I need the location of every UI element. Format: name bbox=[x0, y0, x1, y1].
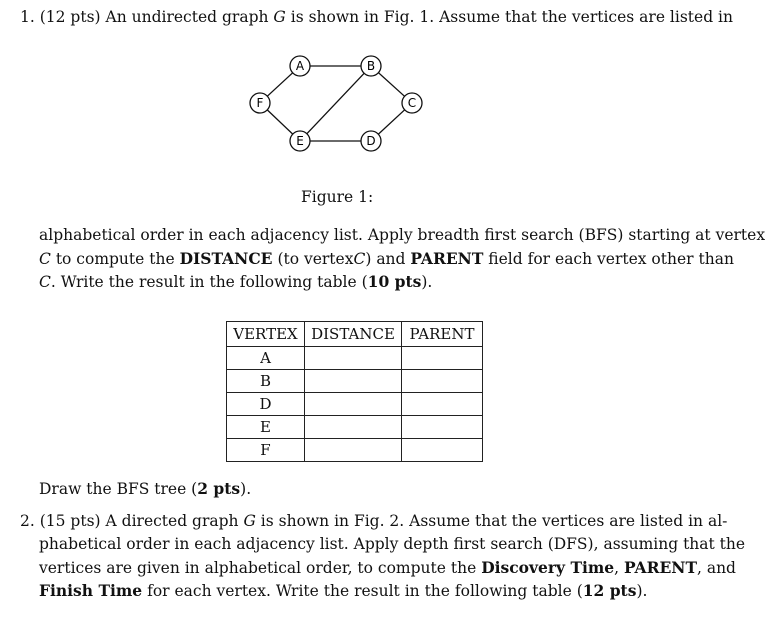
bfs-tree-instruction: Draw the BFS tree (2 pts). bbox=[39, 479, 252, 498]
distance-keyword: DISTANCE bbox=[179, 249, 273, 268]
q2-line-2: phabetical order in each adjacency list. Apply depth first search (DFS), assuming that the bbox=[39, 535, 746, 553]
q1-line-4: C. Write the result in the following table (10 pts). bbox=[39, 272, 433, 291]
figure-caption: Figure 1: bbox=[301, 188, 374, 206]
graph-node-c bbox=[402, 93, 422, 113]
parent-cell[interactable] bbox=[402, 370, 483, 393]
table-row bbox=[227, 370, 483, 393]
finish-keyword: Finish Time bbox=[39, 581, 143, 600]
graph-node-label: B bbox=[366, 59, 376, 73]
graph-edge-b-c bbox=[378, 73, 404, 97]
q2-line-1: 2. (15 pts) A directed graph G is shown in Fig. 2. Assume that the vertices are listed in al- bbox=[20, 512, 728, 530]
parent-cell[interactable] bbox=[402, 393, 483, 416]
bfs-result-table bbox=[226, 321, 483, 462]
header-vertex: VERTEX bbox=[227, 322, 305, 347]
q1-line-3: C to compute the DISTANCE (to vertexC) and PARENT field for each vertex other than bbox=[39, 249, 734, 268]
distance-cell[interactable] bbox=[305, 370, 402, 393]
q1-line-1: 1. (12 pts) An undirected graph G is shown in Fig. 1. Assume that the vertices are listed in bbox=[20, 8, 733, 26]
graph-node-label: D bbox=[366, 134, 376, 148]
parent-cell[interactable] bbox=[402, 347, 483, 370]
graph-node-label: F bbox=[256, 96, 264, 110]
graph-node-label: A bbox=[295, 59, 305, 73]
parent-cell[interactable] bbox=[402, 439, 483, 462]
graph-edges bbox=[267, 66, 404, 141]
graph-node-e bbox=[290, 131, 310, 151]
graph-node-a bbox=[290, 56, 310, 76]
q2-line-4: Finish Time for each vertex. Write the result in the following table (12 pts). bbox=[39, 581, 648, 600]
graph-edge-c-d bbox=[378, 110, 404, 134]
table-row bbox=[227, 347, 483, 370]
discovery-keyword: Discovery Time bbox=[481, 558, 615, 577]
table-row bbox=[227, 416, 483, 439]
vertex-cell: E bbox=[227, 416, 305, 439]
q2-number: 2. bbox=[20, 512, 35, 530]
q2-line-3: vertices are given in alphabetical order, to compute the Discovery Time, PARENT, and bbox=[39, 558, 736, 577]
vertex-cell: A bbox=[227, 347, 305, 370]
graph-node-label: C bbox=[407, 96, 417, 110]
header-distance: DISTANCE bbox=[305, 322, 402, 347]
parent-keyword: PARENT bbox=[410, 249, 484, 268]
vertex-cell: D bbox=[227, 393, 305, 416]
distance-cell[interactable] bbox=[305, 439, 402, 462]
undirected-graph-figure bbox=[240, 50, 440, 160]
graph-edge-e-b bbox=[307, 73, 364, 133]
distance-cell[interactable] bbox=[305, 347, 402, 370]
q2-points: (15 pts) bbox=[39, 512, 101, 530]
graph-variable: G bbox=[273, 8, 286, 26]
graph-edge-f-e bbox=[267, 110, 293, 134]
parent-keyword: PARENT bbox=[624, 558, 697, 577]
graph-node-label: E bbox=[296, 134, 304, 148]
parent-cell[interactable] bbox=[402, 416, 483, 439]
graph-node-f bbox=[250, 93, 270, 113]
distance-cell[interactable] bbox=[305, 393, 402, 416]
graph-node-b bbox=[361, 56, 381, 76]
graph-node-d bbox=[361, 131, 381, 151]
graph-edge-a-f bbox=[267, 73, 292, 96]
q1-line-2: alphabetical order in each adjacency list. Apply breadth first search (BFS) starting at vertex bbox=[39, 226, 765, 244]
table-row bbox=[227, 439, 483, 462]
vertex-cell: B bbox=[227, 370, 305, 393]
q1-points: (12 pts) bbox=[39, 8, 101, 26]
table-row bbox=[227, 393, 483, 416]
distance-cell[interactable] bbox=[305, 416, 402, 439]
q1-number: 1. bbox=[20, 8, 35, 26]
vertex-cell: F bbox=[227, 439, 305, 462]
header-parent: PARENT bbox=[402, 322, 483, 347]
